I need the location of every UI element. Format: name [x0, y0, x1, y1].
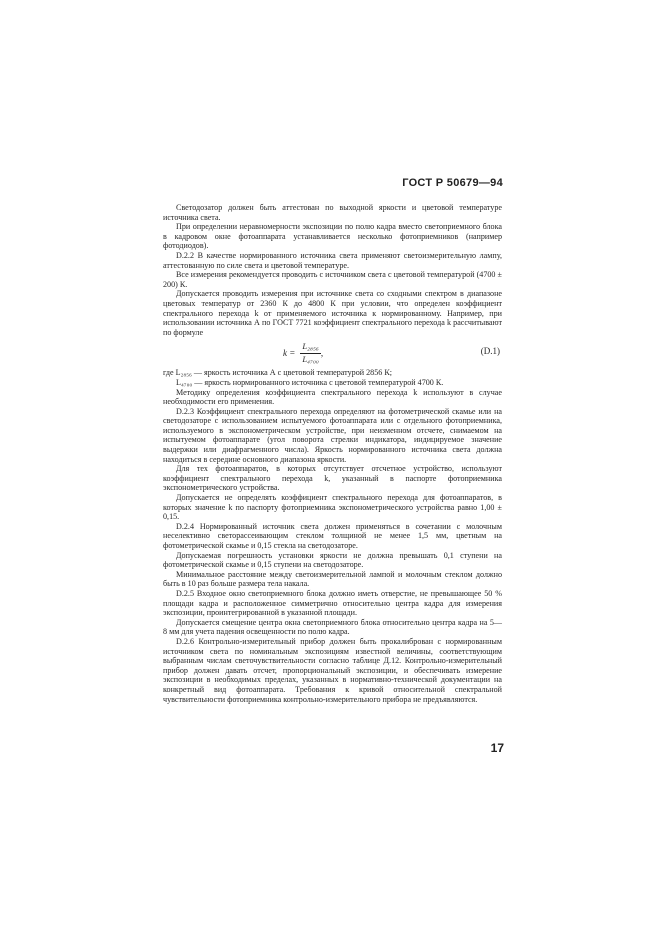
formula-expression — [283, 342, 323, 364]
paragraph: D.2.5 Входное окно светоприемного блока должно иметь отверстие, не превышающее 50 % площади кадра и расположенное симметрично относительно центра кадра для измерения экспозиции, проинтегрированной в указанной площади. — [163, 588, 502, 618]
paragraph: D.2.6 Контрольно-измерительный прибор должен быть прокалиброван с нормированным источником света по номинальным экспозициям известной величины, соответствующим выбранным числам светочувствительности согласно таблице Д.12. Контрольно-измерительный прибор должен давать отсчет, пропорциональный экспозиции, и обеспечивать измерение экспозиции в необходимых пределах, указанных в нормативно-технической документации на конкретный вид фотоаппарата. Требования к кривой относительной спектральной чувствительности фотоприемника контрольно-измерительного прибора не предъявляются. — [163, 636, 502, 704]
paragraph: D.2.2 В качестве нормированного источника света применяют светоизмерительную лампу, аттестованную по силе света и цветовой температуре. — [163, 250, 502, 270]
paragraph: D.2.3 Коэффициент спектрального перехода определяют на фотометрической скамье или на светодозаторе с использованием испытуемого фотоаппарата или с отдельного фотоприемника, используемого в экспонометрическом устройстве, при неизменном отсчете, снимаемом на испытуемом фотоаппарате (угол поворота стрелки индикатора, индицируемое значение выдержки или диафрагменного числа). Яркость нормированного источника света должна находиться в середине основного диапазона яркости. — [163, 406, 502, 464]
formula-d1 — [163, 339, 502, 365]
paragraph: L₄₇₀₀ — яркость нормированного источника с цветовой температурой 4700 К. — [176, 377, 444, 387]
formula-denominator: L₄₇₀₀ — [302, 353, 319, 364]
paragraph: При определении неравномерности экспозиции по полю кадра вместо светоприемного блока в кадровом окне фотоаппарата устанавливается несколько фотоприемников (например фотодиодов). — [163, 222, 502, 251]
formula-numerator: L₂₈₅₆ — [300, 342, 321, 354]
formula-trailing: , — [320, 347, 324, 358]
formula-lhs: k = — [283, 347, 296, 358]
page-number: 17 — [490, 741, 504, 755]
paragraph: Светодозатор должен быть аттестован по выходной яркости и цветовой температуре источника света. — [163, 203, 502, 222]
paragraph: D.2.4 Нормированный источник света должен применяться в сочетании с молочным неселективно светорассеивающим стеклом толщиной не менее 1,5 мм, цветным на фотометрической скамье и 0,15 стекла на светодозаторе. — [163, 521, 502, 550]
formula-fraction — [300, 341, 324, 364]
document-header: ГОСТ Р 50679—94 — [402, 177, 503, 189]
paragraph: Все измерения рекомендуется проводить с источником света с цветовой температурой (4700 ± 200) К. — [163, 270, 502, 289]
paragraph: Минимальное расстояние между светоизмерительной лампой и молочным стеклом должно быть в 10 раз больше размера тела накала. — [163, 569, 502, 589]
page-body — [163, 203, 502, 704]
paragraph: Допускается смещение центра окна светоприемного блока относительно центра кадра на 5—8 мм для учета падения освещенности по полю кадра. — [163, 617, 502, 637]
paragraph: где L₂₈₅₆ — яркость источника А с цветовой температурой 2856 К; — [163, 368, 392, 378]
paragraph: Методику определения коэффициента спектрального перехода k используют в случае необходимости его применения. — [163, 387, 502, 407]
paragraph: Допускается не определять коэффициент спектрального перехода для фотоаппаратов, в которых значение k по паспорту фотоприемника экспонометрического устройства равно 1,00 ± 0,15. — [163, 493, 502, 522]
formula-number: (D.1) — [480, 346, 500, 357]
paragraph: Допускаемая погрешность установки яркости не должна превышать 0,1 ступени на фотометрической скамье и 0,15 ступени на светодозаторе. — [163, 550, 502, 570]
paragraph: Допускается проводить измерения при источнике света со сходными спектром в диапазоне цветовых температур от 2360 К до 4800 К при условии, что определен коэффициент спектрального перехода k от применяемого источника к нормированному. Например, при использовании источника А по ГОСТ 7721 коэффициент спектрального перехода k рассчитывают по формуле — [163, 289, 502, 337]
paragraph: Для тех фотоаппаратов, в которых отсутствует отсчетное устройство, используют коэффициент спектрального перехода k, указанный в паспорте фотоприемника экспонометрического устройства. — [163, 464, 502, 493]
